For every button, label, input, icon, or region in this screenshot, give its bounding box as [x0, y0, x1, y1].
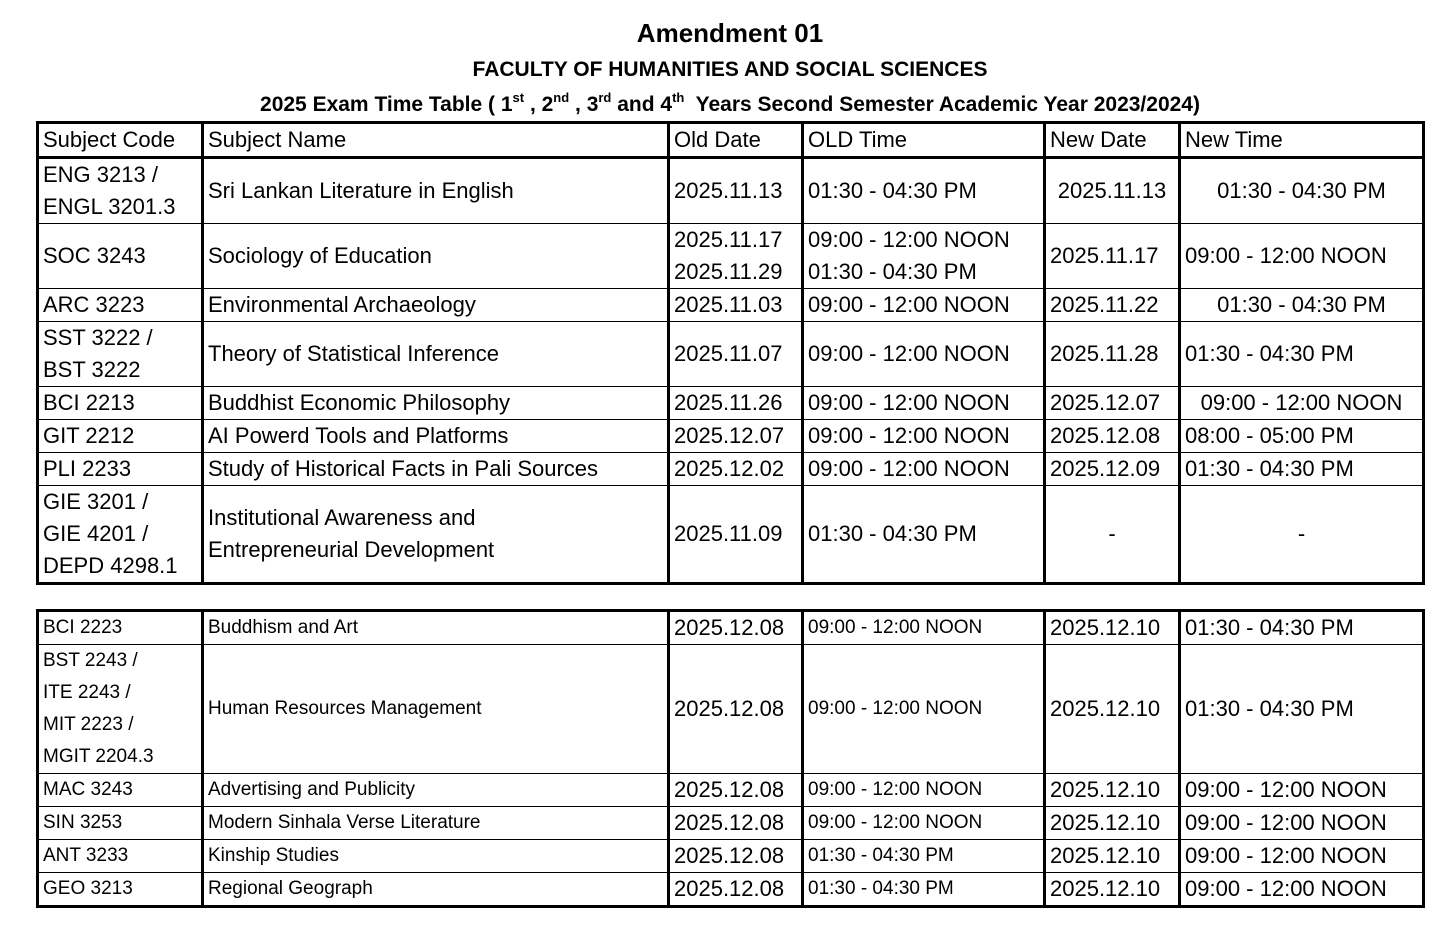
subject-code-line: ANT 3233: [43, 845, 129, 866]
col-old-time: OLD Time: [803, 123, 1045, 158]
new-date: 2025.12.08: [1045, 420, 1180, 453]
new-time: 01:30 - 04:30 PM: [1180, 453, 1424, 486]
old-time-line: 09:00 - 12:00 NOON: [808, 227, 1010, 252]
subject-code: [38, 289, 203, 322]
old-time: 09:00 - 12:00 NOON: [803, 611, 1045, 645]
subject-name: [203, 774, 669, 807]
subject-code-line: SST 3222 /: [43, 325, 153, 350]
subject-name-line: Institutional Awareness and: [208, 505, 476, 530]
table-row: [38, 289, 1424, 322]
new-time: 09:00 - 12:00 NOON: [1180, 840, 1424, 873]
old-date-line: 2025.11.26: [674, 390, 783, 415]
subject-name-line: Sociology of Education: [208, 243, 432, 268]
old-date: [669, 387, 803, 420]
new-date: 2025.12.10: [1045, 774, 1180, 807]
subtitle-prefix: 2025 Exam Time Table ( 1: [260, 93, 513, 116]
col-new-date: New Date: [1045, 123, 1180, 158]
old-date: 2025.12.08: [669, 611, 803, 645]
old-time: [803, 420, 1045, 453]
old-date: [669, 322, 803, 387]
subject-name-line: Buddhism and Art: [208, 617, 358, 638]
old-time: 09:00 - 12:00 NOON: [803, 807, 1045, 840]
subject-code-line: DEPD 4298.1: [43, 553, 178, 578]
old-time-line: 09:00 - 12:00 NOON: [808, 292, 1010, 317]
subject-name: [203, 645, 669, 774]
old-date-line: 2025.11.09: [674, 521, 783, 546]
old-time-line: 09:00 - 12:00 NOON: [808, 423, 1010, 448]
subject-name: [203, 289, 669, 322]
table-row: [38, 645, 1424, 774]
new-time: 09:00 - 12:00 NOON: [1180, 873, 1424, 907]
old-date: [669, 486, 803, 584]
table-row: [38, 224, 1424, 289]
old-date: [669, 289, 803, 322]
col-subject-name: Subject Name: [203, 123, 669, 158]
old-date: 2025.12.08: [669, 840, 803, 873]
subject-name-line: Sri Lankan Literature in English: [208, 178, 514, 203]
new-date: 2025.12.10: [1045, 873, 1180, 907]
subject-code: [38, 645, 203, 774]
subject-name-line: Modern Sinhala Verse Literature: [208, 812, 481, 833]
col-new-time: New Time: [1180, 123, 1424, 158]
subtitle-suffix: Years Second Semester Academic Year 2023/2024): [684, 93, 1200, 116]
old-date-line: 2025.11.07: [674, 341, 783, 366]
header-row: [38, 123, 1424, 158]
subject-name: [203, 453, 669, 486]
table-row: [38, 611, 1424, 645]
subject-name: [203, 611, 669, 645]
subject-code-line: BST 2243 /: [43, 650, 138, 671]
subject-code-line: ARC 3223: [43, 292, 145, 317]
subject-code: [38, 774, 203, 807]
old-date: 2025.12.08: [669, 807, 803, 840]
old-time: [803, 322, 1045, 387]
new-date: 2025.11.17: [1045, 224, 1180, 289]
old-date-line: 2025.11.29: [674, 259, 783, 284]
subject-code-line: GIE 4201 /: [43, 521, 149, 546]
new-date: 2025.12.10: [1045, 645, 1180, 774]
col-subject-code: Subject Code: [38, 123, 203, 158]
old-time: [803, 289, 1045, 322]
old-time: 09:00 - 12:00 NOON: [803, 774, 1045, 807]
old-date-line: 2025.12.07: [674, 423, 785, 448]
new-time: 09:00 - 12:00 NOON: [1180, 774, 1424, 807]
table-row: [38, 486, 1424, 584]
old-date: [669, 420, 803, 453]
subject-code: [38, 807, 203, 840]
subject-name-line: Entrepreneurial Development: [208, 537, 495, 562]
new-date: 2025.12.07: [1045, 387, 1180, 420]
subject-code: [38, 873, 203, 907]
table-row: [38, 453, 1424, 486]
new-date: 2025.12.10: [1045, 611, 1180, 645]
subject-code-line: BCI 2213: [43, 390, 135, 415]
sup-nd: nd: [553, 90, 570, 105]
new-time: 09:00 - 12:00 NOON: [1180, 387, 1424, 420]
new-time: -: [1180, 486, 1424, 584]
subject-name: [203, 420, 669, 453]
old-date: [669, 158, 803, 224]
new-date: 2025.12.10: [1045, 807, 1180, 840]
subject-code-line: MIT 2223 /: [43, 714, 134, 735]
subject-code: [38, 486, 203, 584]
timetable-additional: [36, 609, 1425, 908]
subject-name: [203, 807, 669, 840]
new-time: 01:30 - 04:30 PM: [1180, 645, 1424, 774]
new-time: 08:00 - 05:00 PM: [1180, 420, 1424, 453]
timetable-main: [36, 121, 1425, 585]
table-row: [38, 807, 1424, 840]
subject-code: [38, 453, 203, 486]
subject-name: [203, 224, 669, 289]
subject-name: [203, 840, 669, 873]
old-date: [669, 453, 803, 486]
new-date: 2025.12.09: [1045, 453, 1180, 486]
subject-name: [203, 387, 669, 420]
old-date: [669, 224, 803, 289]
subject-name-line: Human Resources Management: [208, 698, 482, 719]
old-time-line: 01:30 - 04:30 PM: [808, 521, 977, 546]
faculty-name: FACULTY OF HUMANITIES AND SOCIAL SCIENCES: [472, 58, 988, 81]
subject-name-line: Kinship Studies: [208, 845, 339, 866]
table-row: [38, 420, 1424, 453]
subject-name: [203, 158, 669, 224]
old-time: 01:30 - 04:30 PM: [803, 873, 1045, 907]
subject-name-line: Study of Historical Facts in Pali Sources: [208, 456, 599, 481]
subtitle-sep-3: and 4: [611, 93, 673, 116]
new-time: 01:30 - 04:30 PM: [1180, 611, 1424, 645]
subject-code-line: MGIT 2204.3: [43, 746, 154, 767]
table-row: [38, 158, 1424, 224]
subject-code-line: SOC 3243: [43, 243, 146, 268]
old-date-line: 2025.12.02: [674, 456, 785, 481]
subject-code-line: ENGL 3201.3: [43, 194, 176, 219]
subject-code: [38, 387, 203, 420]
new-time: 01:30 - 04:30 PM: [1180, 289, 1424, 322]
subject-code-line: ITE 2243 /: [43, 682, 131, 703]
new-date: -: [1045, 486, 1180, 584]
subject-name: [203, 322, 669, 387]
old-date: 2025.12.08: [669, 774, 803, 807]
old-time-line: 09:00 - 12:00 NOON: [808, 456, 1010, 481]
new-date: 2025.11.22: [1045, 289, 1180, 322]
subtitle-sep-2: , 3: [569, 93, 599, 116]
old-time: 01:30 - 04:30 PM: [803, 840, 1045, 873]
new-time: 09:00 - 12:00 NOON: [1180, 224, 1424, 289]
old-time-line: 01:30 - 04:30 PM: [808, 178, 977, 203]
subject-name: [203, 873, 669, 907]
subject-name-line: Environmental Archaeology: [208, 292, 476, 317]
new-date: 2025.11.13: [1045, 158, 1180, 224]
old-date: 2025.12.08: [669, 645, 803, 774]
timetable-subtitle: [0, 90, 1450, 117]
old-time-line: 01:30 - 04:30 PM: [808, 259, 977, 284]
subject-code-line: ENG 3213 /: [43, 162, 158, 187]
sup-st: st: [512, 90, 525, 105]
table-row: [38, 840, 1424, 873]
subject-name: [203, 486, 669, 584]
subject-code: [38, 224, 203, 289]
subject-code: [38, 322, 203, 387]
new-date: 2025.11.28: [1045, 322, 1180, 387]
subject-code: [38, 840, 203, 873]
new-time: 09:00 - 12:00 NOON: [1180, 807, 1424, 840]
table-row: [38, 387, 1424, 420]
old-date-line: 2025.11.17: [674, 227, 783, 252]
subject-code-line: BST 3222: [43, 357, 141, 382]
subject-name-line: Regional Geograph: [208, 878, 373, 899]
subject-name-line: Theory of Statistical Inference: [208, 341, 500, 366]
old-time: [803, 224, 1045, 289]
subject-code-line: GIE 3201 /: [43, 489, 149, 514]
table-row: [38, 322, 1424, 387]
subject-code-line: GEO 3213: [43, 878, 133, 899]
page-title: Amendment 01: [636, 18, 824, 48]
old-time: [803, 453, 1045, 486]
old-date-line: 2025.11.13: [674, 178, 783, 203]
old-date-line: 2025.11.03: [674, 292, 783, 317]
subject-code-line: BCI 2223: [43, 617, 123, 638]
old-time-line: 09:00 - 12:00 NOON: [808, 390, 1010, 415]
subject-code: [38, 158, 203, 224]
old-time: [803, 486, 1045, 584]
subject-code-line: SIN 3253: [43, 812, 123, 833]
table-row: [38, 873, 1424, 907]
sup-rd: rd: [598, 90, 612, 105]
subject-name-line: Advertising and Publicity: [208, 779, 415, 800]
subject-code: [38, 420, 203, 453]
new-time: 01:30 - 04:30 PM: [1180, 322, 1424, 387]
sup-th: th: [672, 90, 685, 105]
subject-code: [38, 611, 203, 645]
old-time: 09:00 - 12:00 NOON: [803, 645, 1045, 774]
table-row: [38, 774, 1424, 807]
subject-code-line: MAC 3243: [43, 779, 133, 800]
subject-code-line: PLI 2233: [43, 456, 132, 481]
col-old-date: Old Date: [669, 123, 803, 158]
old-time: [803, 158, 1045, 224]
old-time-line: 09:00 - 12:00 NOON: [808, 341, 1010, 366]
old-date: 2025.12.08: [669, 873, 803, 907]
old-time: [803, 387, 1045, 420]
subject-name-line: Buddhist Economic Philosophy: [208, 390, 511, 415]
subtitle-sep-1: , 2: [524, 93, 554, 116]
subject-code-line: GIT 2212: [43, 423, 135, 448]
new-date: 2025.12.10: [1045, 840, 1180, 873]
subject-name-line: AI Powerd Tools and Platforms: [208, 423, 509, 448]
new-time: 01:30 - 04:30 PM: [1180, 158, 1424, 224]
